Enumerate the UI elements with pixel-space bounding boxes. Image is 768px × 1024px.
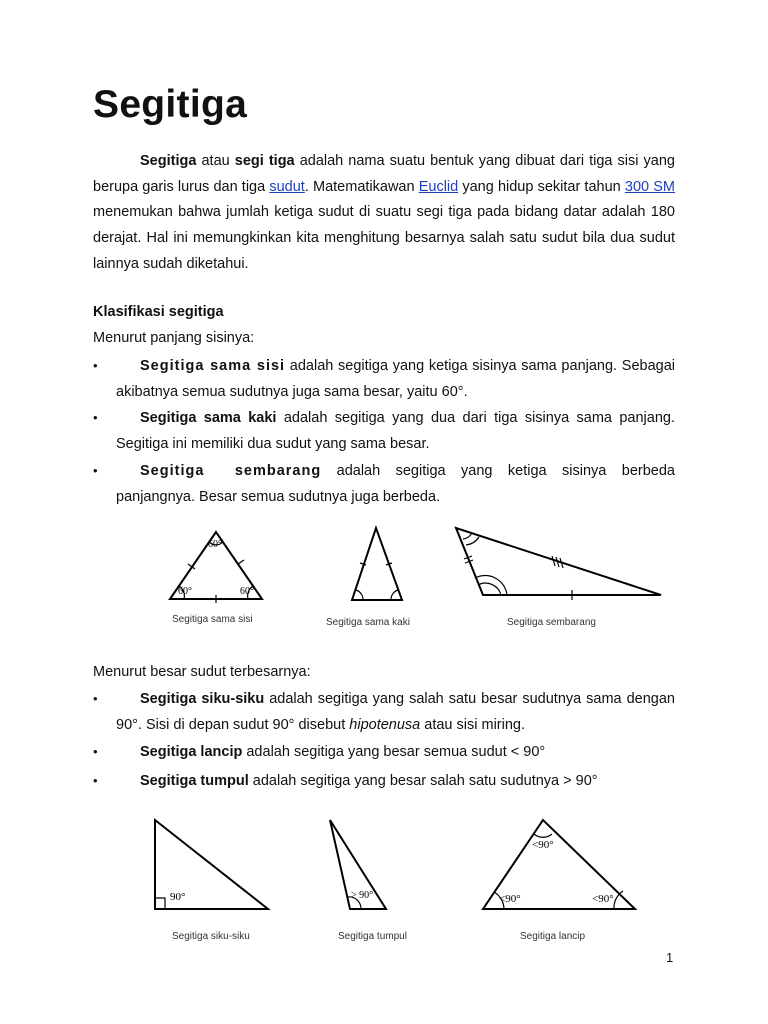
angle-label-top: 60° — [208, 539, 222, 550]
isosceles-triangle — [352, 528, 402, 600]
by-sides-label: Menurut panjang sisinya: — [93, 330, 255, 346]
intro-paragraph: Segitiga atau segi tiga adalah nama suatu bentuk yang dibuat dari tiga sisi yang berupa garis lurus dan tiga sudut. Matematikawan Euclid yang hidup sekitar tahun 300 SM menemukan bahwa jumlah ketiga sudut di suatu segi tiga pada bidang datar adalah 180 derajat. Hal ini memungkinkan kita menghitung besarnya salah satu sudut bila dua sudut lainnya sudah diketahui. — [93, 153, 675, 272]
caption-sembarang: Segitiga sembarang — [507, 617, 596, 628]
bullet-icon: • — [93, 691, 98, 706]
list-item-lancip: • Segitiga lancip adalah segitiga yang besar semua sudut < 90° — [93, 739, 675, 765]
bullet-icon: • — [93, 410, 98, 425]
figure-side-types — [150, 520, 670, 635]
page-number: 1 — [666, 950, 674, 965]
caption-lancip: Segitiga lancip — [520, 931, 586, 942]
by-angle-label: Menurut besar sudut terbesarnya: — [93, 664, 311, 680]
link-sudut[interactable]: sudut — [269, 178, 305, 195]
caption-sama-kaki: Segitiga sama kaki — [326, 617, 410, 628]
list-item-sembarang: • Segitiga sembarang adalah segitiga yang ketiga sisinya berbeda panjangnya. Besar semua sudutnya juga berbeda. — [93, 458, 675, 510]
angle-label-acute-right: <90° — [592, 893, 614, 905]
list-item-sama-kaki: • Segitiga sama kaki adalah segitiga yang dua dari tiga sisinya sama panjang. Segitiga ini memiliki dua sudut yang sama besar. — [93, 405, 675, 457]
figure-angle-types — [150, 812, 650, 947]
angle-label-acute-left: <90° — [499, 893, 521, 905]
angle-label-right: 60° — [240, 586, 254, 597]
bullet-icon: • — [93, 358, 98, 373]
angle-label-left: 60° — [178, 586, 192, 597]
scalene-triangle — [456, 528, 661, 600]
caption-sama-sisi: Segitiga sama sisi — [172, 614, 253, 625]
angle-label-90: 90° — [170, 891, 186, 903]
angle-label-acute-top: <90° — [532, 839, 554, 851]
list-item-siku-siku: • Segitiga siku-siku adalah segitiga yang salah satu besar sudutnya sama dengan 90°. Sisi di depan sudut 90° disebut hipotenusa atau sisi miring. — [93, 686, 675, 738]
page-title: Segitiga — [93, 83, 248, 126]
link-300-sm[interactable]: 300 SM — [624, 178, 675, 195]
term-segitiga: Segitiga — [140, 153, 197, 169]
term-segi-tiga: segi tiga — [234, 153, 295, 169]
list-item-tumpul: • Segitiga tumpul adalah segitiga yang besar salah satu sudutnya > 90° — [93, 768, 675, 794]
bullet-icon: • — [93, 773, 98, 788]
list-item-sama-sisi: • Segitiga sama sisi adalah segitiga yang ketiga sisinya sama panjang. Sebagai akibatnya semua sudutnya juga sama besar, yaitu 60°. — [93, 353, 675, 405]
section-heading-klasifikasi: Klasifikasi segitiga — [93, 304, 224, 320]
bullet-icon: • — [93, 744, 98, 759]
link-euclid[interactable]: Euclid — [418, 178, 459, 195]
caption-tumpul: Segitiga tumpul — [338, 931, 407, 942]
angle-label-obtuse: > 90° — [351, 890, 374, 901]
caption-siku-siku: Segitiga siku-siku — [172, 931, 250, 942]
bullet-icon: • — [93, 463, 98, 478]
